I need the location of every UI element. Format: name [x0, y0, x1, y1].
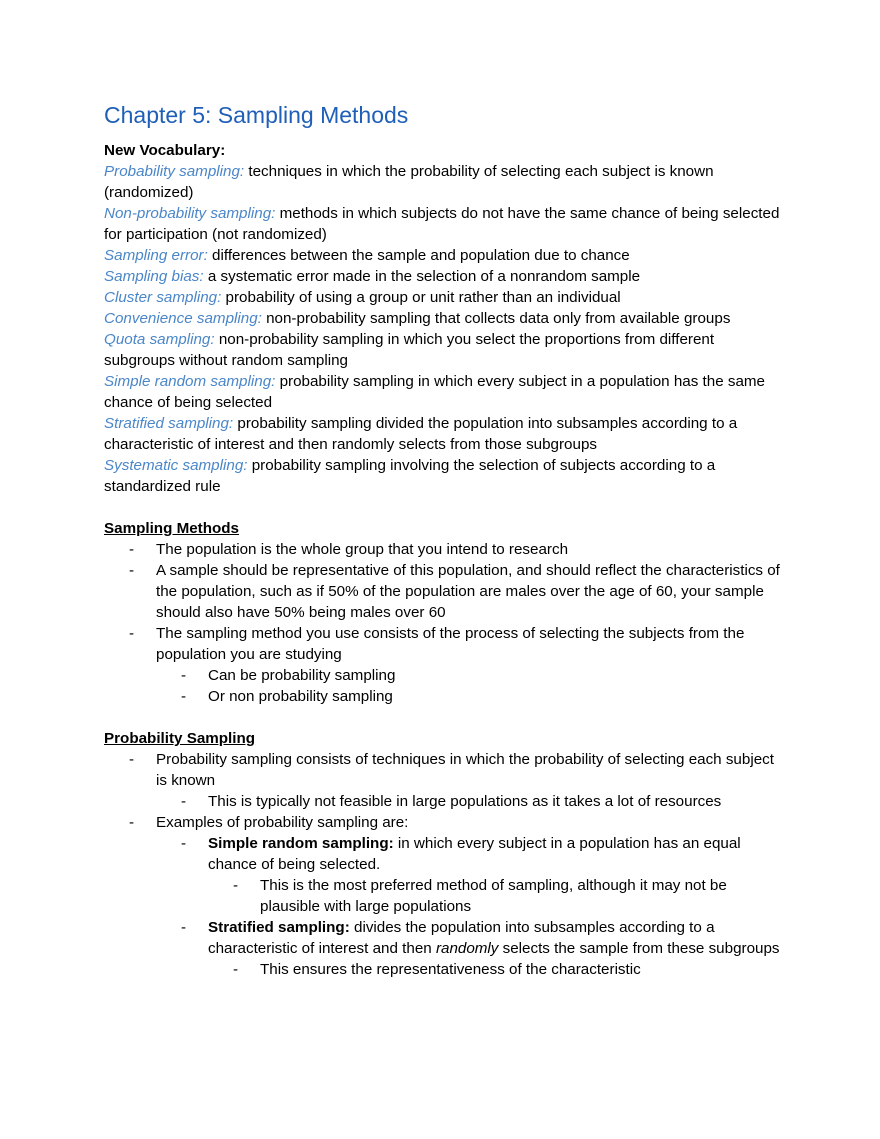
- sub-list: [156, 833, 784, 980]
- list-item-text: This is the most preferred method of sampling, although it may not be plausible with large populations: [260, 877, 727, 915]
- vocab-item: [104, 413, 784, 455]
- list-item: [104, 539, 784, 560]
- method-label: Simple random sampling:: [208, 835, 394, 852]
- sub-list: [156, 665, 784, 707]
- list-item: [156, 833, 784, 917]
- vocab-term: Systematic sampling:: [104, 457, 248, 474]
- vocab-list: [104, 161, 784, 497]
- probability-sampling-list: [104, 749, 784, 980]
- vocab-item: [104, 266, 784, 287]
- vocab-definition: non-probability sampling that collects data only from available groups: [261, 310, 731, 327]
- list-item-text: This is typically not feasible in large populations as it takes a lot of resources: [208, 793, 722, 810]
- vocab-item: [104, 455, 784, 497]
- method-description: in which every subject in a population has an equal chance of being selected.: [208, 835, 741, 873]
- vocab-definition: methods in which subjects do not have the same chance of being selected for participation (not randomized): [104, 205, 780, 243]
- section-heading-sampling-methods: Sampling Methods: [104, 520, 240, 537]
- sub-list: [208, 875, 784, 917]
- list-item-text: The population is the whole group that you intend to research: [156, 541, 569, 558]
- list-item-text: The sampling method you use consists of the process of selecting the subjects from the population you are studying: [156, 625, 745, 663]
- vocab-term: Simple random sampling:: [104, 373, 276, 390]
- vocab-definition: probability of using a group or unit rather than an individual: [221, 289, 621, 306]
- vocab-term: Quota sampling:: [104, 331, 215, 348]
- vocab-definition: non-probability sampling in which you select the proportions from different subgroups without random sampling: [104, 331, 715, 369]
- vocab-term: Probability sampling:: [104, 163, 245, 180]
- vocab-term: Sampling bias:: [104, 268, 204, 285]
- vocab-definition: probability sampling involving the selection of subjects according to a standardized rule: [104, 457, 716, 495]
- vocab-item: [104, 287, 784, 308]
- sub-list: [156, 791, 784, 812]
- list-item-text: Or non probability sampling: [208, 688, 393, 705]
- vocab-definition: differences between the sample and population due to chance: [207, 247, 630, 264]
- sub-list: [208, 959, 784, 980]
- vocab-item: [104, 245, 784, 266]
- list-item-text: A sample should be representative of this population, and should reflect the characteristics of the population, such as if 50% of the population are males over the age of 60, your sample should also have 50% being males over 60: [156, 562, 780, 621]
- list-item-text: Probability sampling consists of techniques in which the probability of selecting each subject is known: [156, 751, 774, 789]
- vocab-term: Non-probability sampling:: [104, 205, 276, 222]
- vocab-item: [104, 329, 784, 371]
- list-item-text: Can be probability sampling: [208, 667, 396, 684]
- spacer: [104, 497, 784, 518]
- section-heading-probability-sampling: Probability Sampling: [104, 730, 256, 747]
- vocab-item: [104, 203, 784, 245]
- list-item: [156, 917, 784, 980]
- document-page: [104, 100, 784, 980]
- vocab-term: Convenience sampling:: [104, 310, 262, 327]
- list-item: [104, 812, 784, 980]
- sampling-methods-list: [104, 539, 784, 707]
- vocab-item: [104, 308, 784, 329]
- list-item-text: Examples of probability sampling are:: [156, 814, 409, 831]
- vocab-definition: techniques in which the probability of selecting each subject is known (randomized): [104, 163, 714, 201]
- list-item: [156, 686, 784, 707]
- method-description: divides the population into subsamples according to a characteristic of interest and then: [208, 919, 715, 957]
- vocab-term: Stratified sampling:: [104, 415, 234, 432]
- spacer: [104, 707, 784, 728]
- list-item: [208, 959, 784, 980]
- list-item-text: This ensures the representativeness of the characteristic: [260, 961, 641, 978]
- vocab-definition: a systematic error made in the selection of a nonrandom sample: [203, 268, 641, 285]
- vocab-heading: New Vocabulary:: [104, 142, 226, 159]
- list-item: [104, 560, 784, 623]
- method-description: selects the sample from these subgroups: [498, 940, 780, 957]
- list-item: [156, 791, 784, 812]
- emphasis-text: randomly: [435, 940, 499, 957]
- vocab-item: [104, 371, 784, 413]
- list-item: [156, 665, 784, 686]
- vocab-item: [104, 161, 784, 203]
- list-item: [208, 875, 784, 917]
- vocab-term: Cluster sampling:: [104, 289, 222, 306]
- page-title: Chapter 5: Sampling Methods: [104, 102, 409, 128]
- vocab-term: Sampling error:: [104, 247, 208, 264]
- method-label: Stratified sampling:: [208, 919, 350, 936]
- list-item: [104, 749, 784, 812]
- list-item: [104, 623, 784, 707]
- vocab-definition: probability sampling in which every subject in a population has the same chance of being selected: [104, 373, 766, 411]
- vocab-definition: probability sampling divided the population into subsamples according to a characteristic of interest and then randomly selects from those subgroups: [104, 415, 738, 453]
